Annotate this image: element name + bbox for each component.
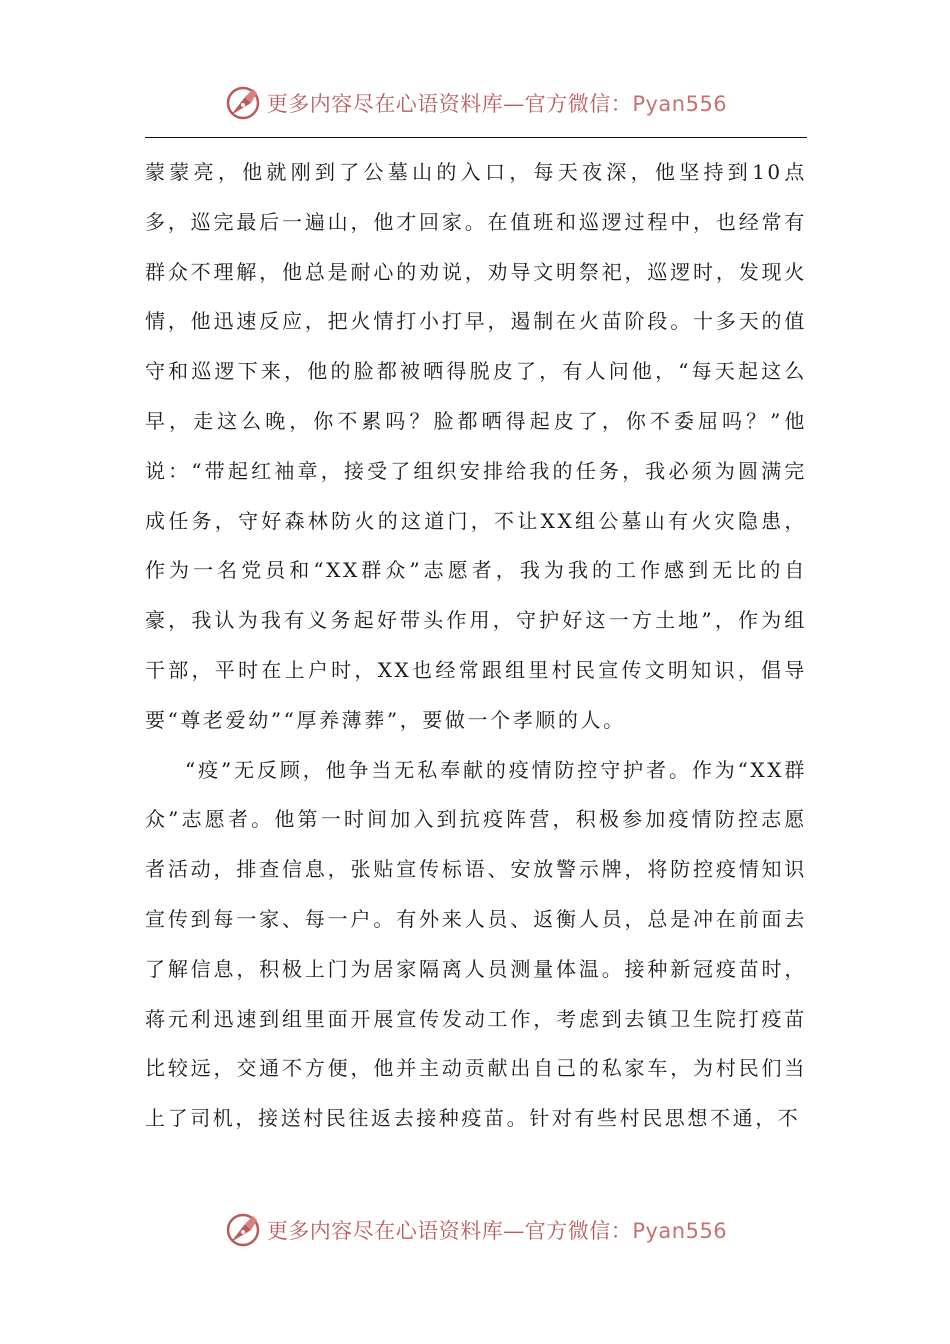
pen-nib-logo-icon: [223, 83, 263, 123]
header-divider: [145, 137, 807, 138]
body-paragraph: 蒙蒙亮，他就刚到了公墓山的入口，每天夜深，他坚持到10点多，巡完最后一遍山，他才回家。在值班和巡逻过程中，也经常有群众不理解，他总是耐心的劝说，劝导文明祭祀，巡逻时，发现火情，他迅速反应，把火情打小打早，遏制在火苗阶段。十多天的值守和巡逻下来，他的脸都被晒得脱皮了，有人问他，“每天起这么早，走这么晚，你不累吗？脸都晒得起皮了，你不委屈吗？”他说：“带起红袖章，接受了组织安排给我的任务，我必须为圆满完成任务，守好森林防火的这道门，不让XX组公墓山有火灾隐患，作为一名党员和“XX群众”志愿者，我为我的工作感到无比的自豪，我认为我有义务起好带头作用，守护好这一方土地”，作为组干部，平时在上户时，XX也经常跟组里村民宣传文明知识，倡导要“尊老爱幼”“厚养薄葬”，要做一个孝顺的人。: [145, 160, 807, 732]
header-banner-label: 更多内容尽在心语资料库—官方微信：: [266, 92, 633, 116]
footer-banner-text: [267, 1215, 727, 1245]
footer-banner-label: 更多内容尽在心语资料库—官方微信：: [266, 1219, 633, 1243]
header-banner: [0, 78, 950, 128]
header-banner-text: [267, 88, 727, 118]
pen-nib-logo-icon: [223, 1210, 263, 1250]
footer-wechat-id: Pyan556: [632, 1219, 728, 1243]
body-paragraph: “疫”无反顾，他争当无私奉献的疫情防控守护者。作为“XX群众”志愿者。他第一时间加入到抗疫阵营，积极参加疫情防控志愿者活动，排查信息，张贴宣传标语、安放警示牌，将防控疫情知识宣传到每一家、每一户。有外来人员、返衡人员，总是冲在前面去了解信息，积极上门为居家隔离人员测量体温。接种新冠疫苗时，蒋元利迅速到组里面开展宣传发动工作，考虑到去镇卫生院打疫苗比较远，交通不方便，他并主动贡献出自己的私家车，为村民们当上了司机，接送村民往返去接种疫苗。针对有些村民思想不通，不: [145, 757, 807, 1131]
footer-banner: [0, 1205, 950, 1255]
document-body: [145, 148, 807, 1144]
header-wechat-id: Pyan556: [632, 92, 728, 116]
